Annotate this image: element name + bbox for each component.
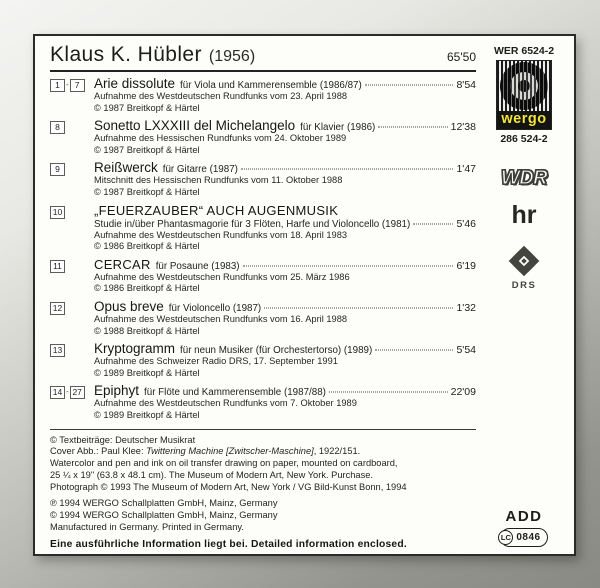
track-number-box: 14: [50, 386, 65, 399]
dot-leader: [264, 307, 453, 308]
track-duration: 6'19: [456, 259, 476, 272]
track-row: [50, 118, 476, 156]
composer-name: Klaus K. Hübler: [50, 43, 202, 66]
track-recording-info: Aufnahme des Westdeutschen Rundfunks vom 18. April 1983: [94, 229, 348, 240]
track-number-box: 11: [50, 260, 65, 273]
track-number-box: 7: [70, 79, 85, 92]
track-recording-info: Aufnahme des Westdeutschen Rundfunks vom 23. April 1988: [94, 91, 348, 101]
track-recording-info: Aufnahme des Westdeutschen Rundfunks vom 7. Oktober 1989: [94, 398, 357, 409]
track-subtitle: für Posaune (1983): [155, 260, 240, 272]
track-title: Arie dissolute: [94, 76, 176, 91]
track-row: [50, 257, 476, 295]
artwork-dimensions: 25 ¼ x 19" (63.8 x 48.1 cm). The Museum of Modern Art, New York. Purchase.: [50, 470, 373, 481]
track-duration: 5'54: [456, 344, 476, 357]
track-duration: 8'54: [456, 79, 476, 91]
track-number-box: 12: [50, 302, 65, 315]
track-duration: 1'47: [456, 163, 476, 176]
track-numbers: [50, 257, 94, 295]
section-divider: [50, 429, 476, 430]
track-row: [50, 76, 476, 114]
track-title: „FEUERZAUBER“ AUCH AUGENMUSIK: [94, 202, 339, 218]
track-row: [50, 383, 476, 421]
wdr-logo: WDR: [500, 167, 548, 189]
photograph-credit: Photograph © 1993 The Museum of Modern Art, New York / VG Bild-Kunst Bonn, 1994: [50, 482, 407, 493]
track-subtitle: für neun Musiker (für Orchestertorso) (1989): [180, 345, 373, 357]
track-number-box: 1: [50, 79, 65, 92]
track-row: [50, 299, 476, 337]
wergo-logo: [496, 60, 552, 130]
track-number-box: 13: [50, 344, 65, 357]
track-title: Sonetto LXXXIII del Michelangelo: [94, 118, 296, 134]
enclosed-info-notice: Eine ausführliche Information liegt bei. Detailed information enclosed.: [50, 538, 407, 550]
track-numbers: [50, 76, 94, 114]
composer-birth-year: (1956): [208, 48, 256, 65]
wergo-wordmark: wergo: [497, 111, 551, 129]
copyright-line: © 1994 WERGO Schallplatten GmbH, Mainz, Germany: [50, 509, 278, 520]
track-numbers: [50, 383, 94, 421]
track-recording-info: Aufnahme des Westdeutschen Rundfunks vom 25. März 1986: [94, 271, 350, 282]
track-copyright: © 1989 Breitkopf & Härtel: [94, 367, 200, 378]
wergo-logo-circle-center: [518, 80, 530, 92]
dot-leader: [329, 392, 448, 393]
track-duration: 5'46: [456, 217, 476, 230]
cd-back-card: [33, 34, 576, 556]
track-subtitle: für Gitarre (1987): [162, 164, 238, 176]
track-listing-column: [50, 43, 476, 550]
track-number-box: 27: [70, 386, 85, 399]
artwork-title: Twittering Machine [Zwitscher-Maschine]: [146, 446, 314, 457]
lc-mark: LC: [498, 530, 513, 545]
dot-leader: [375, 350, 453, 351]
track-recording-info: Aufnahme des Schweizer Radio DRS, 17. September 1991: [94, 356, 338, 367]
track-title: Epiphyt: [94, 383, 140, 399]
track-subtitle: für Klavier (1986): [300, 122, 376, 134]
track-title: CERCAR: [94, 256, 151, 272]
track-number-box: 8: [50, 121, 65, 134]
track-subtitle: für Violoncello (1987): [168, 302, 262, 314]
total-duration: 65'50: [447, 50, 476, 64]
dot-leader: [365, 85, 454, 86]
track-recording-info: Mitschnitt des Hessischen Rundfunks vom 11. Oktober 1988: [94, 175, 343, 186]
dot-leader: [243, 265, 454, 266]
catalog-number-top: WER 6524-2: [493, 45, 555, 57]
drs-label: DRS: [511, 280, 537, 291]
track-copyright: © 1986 Breitkopf & Härtel: [94, 241, 200, 252]
track-copyright: © 1988 Breitkopf & Härtel: [94, 325, 200, 336]
text-credit: © Textbeiträge: Deutscher Musikrat: [50, 434, 196, 445]
track-recording-info: Aufnahme des Westdeutschen Rundfunks vom 16. April 1988: [94, 313, 348, 324]
track-duration: 12'38: [450, 121, 476, 134]
track-title: Opus breve: [94, 298, 164, 314]
track-numbers: [50, 203, 94, 253]
track-numbers: [50, 299, 94, 337]
add-format-mark: ADD: [505, 508, 543, 525]
track-copyright: © 1987 Breitkopf & Härtel: [94, 144, 200, 155]
wergo-logo-artwork: [497, 61, 551, 111]
track-title: Reißwerck: [94, 160, 158, 176]
dot-leader: [413, 223, 453, 224]
track-subtitle: Studie in/über Phantasmagorie für 3 Flöten, Harfe und Violoncello (1981): [94, 218, 411, 230]
track-copyright: © 1989 Breitkopf & Härtel: [94, 409, 200, 420]
publisher-block: [50, 498, 476, 534]
cover-art-credit: [50, 446, 476, 458]
track-numbers: [50, 118, 94, 156]
cover-credit-prefix: Cover Abb.: Paul Klee:: [50, 446, 147, 457]
cover-credit-suffix: , 1922/151.: [313, 446, 361, 457]
track-title: Kryptogramm: [94, 341, 176, 357]
track-copyright: © 1987 Breitkopf & Härtel: [94, 186, 200, 197]
track-subtitle: für Flöte und Kammerensemble (1987/88): [144, 387, 326, 399]
track-numbers: [50, 341, 94, 379]
track-row: [50, 341, 476, 379]
dot-leader: [241, 169, 454, 170]
dot-leader: [378, 127, 447, 128]
track-number-box: 10: [50, 206, 65, 219]
lc-number: 0846: [516, 532, 541, 543]
track-number-separator: -: [66, 80, 69, 89]
track-number-box: 9: [50, 163, 65, 176]
credits-block: [50, 435, 476, 495]
track-duration: 22'09: [450, 386, 476, 399]
track-numbers: [50, 160, 94, 198]
track-recording-info: Aufnahme des Hessischen Rundfunks vom 24. Oktober 1989: [94, 133, 347, 144]
phonogram-copyright: ℗ 1994 WERGO Schallplatten GmbH, Mainz, Germany: [50, 498, 278, 509]
track-copyright: © 1986 Breitkopf & Härtel: [94, 283, 200, 294]
track-duration: 1'32: [456, 301, 476, 314]
track-row: [50, 203, 476, 253]
drs-logo: [506, 243, 542, 291]
hr-logo: hr: [511, 201, 537, 229]
manufacture-note: Manufactured in Germany. Printed in Germany.: [50, 521, 244, 532]
track-number-separator: -: [66, 387, 69, 397]
catalog-number-bottom: 286 524-2: [500, 133, 548, 145]
artwork-medium: Watercolor and pen and ink on oil transfer drawing on paper, mounted on cardboard,: [50, 458, 398, 469]
track-row: [50, 160, 476, 198]
track-subtitle: für Viola und Kammerensemble (1986/87): [180, 80, 362, 91]
label-sidebar: [483, 45, 565, 547]
label-code-badge: [500, 528, 547, 547]
header: [50, 43, 476, 72]
track-copyright: © 1987 Breitkopf & Härtel: [94, 102, 200, 113]
drs-diamond-icon: [506, 243, 542, 279]
